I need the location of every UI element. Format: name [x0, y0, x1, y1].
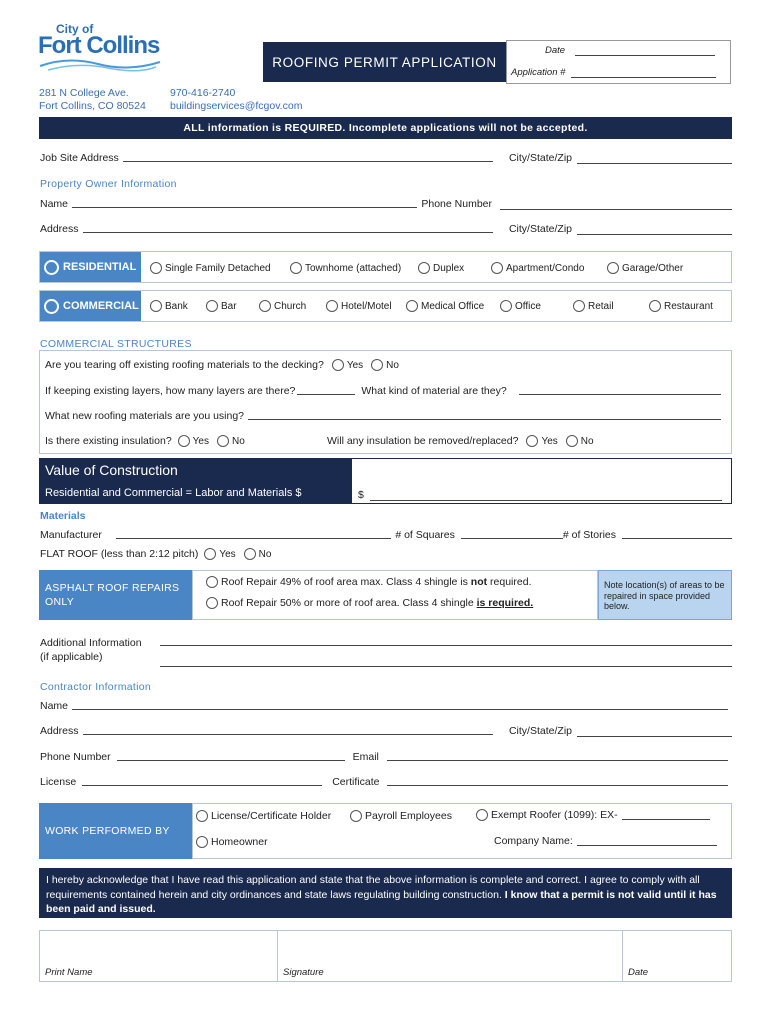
- option-label: No: [258, 548, 272, 560]
- contractor-phone-label: Phone Number: [40, 751, 111, 763]
- asphalt-option-49-bold: not: [470, 576, 488, 588]
- tear-off-question: Are you tearing off existing roofing materials to the decking?: [45, 359, 324, 371]
- insulation-yes[interactable]: [178, 435, 209, 447]
- option-label: Medical Office: [421, 300, 485, 312]
- owner-name-row: [40, 198, 732, 210]
- manufacturer-field[interactable]: [116, 530, 391, 539]
- asphalt-option-49-end: required.: [487, 576, 532, 588]
- com-option-bar[interactable]: [206, 300, 237, 312]
- additional-label-2: (if applicable): [40, 651, 103, 663]
- signature-label: Signature: [283, 967, 324, 978]
- office-contact: [170, 87, 302, 113]
- option-label: Yes: [192, 435, 209, 447]
- contractor-phone-field[interactable]: [117, 751, 345, 761]
- contractor-phone-row: [40, 751, 732, 763]
- residential-type[interactable]: [40, 252, 141, 282]
- tear-off-no[interactable]: [371, 359, 399, 371]
- contractor-certificate-field[interactable]: [387, 777, 728, 786]
- insulation-removed-question: Will any insulation be removed/replaced?: [327, 435, 519, 447]
- exempt-number-field[interactable]: [622, 810, 710, 820]
- signature-field[interactable]: [278, 931, 621, 981]
- structures-heading: COMMERCIAL STRUCTURES: [40, 338, 192, 350]
- contractor-name-field[interactable]: [72, 701, 728, 710]
- additional-field-1[interactable]: [160, 636, 732, 646]
- signature-date-field[interactable]: [623, 931, 731, 981]
- contractor-license-label: License: [40, 776, 77, 788]
- commercial-label: COMMERCIAL: [63, 300, 139, 312]
- option-label: Homeowner: [211, 836, 268, 848]
- structures-q1: [45, 359, 399, 371]
- residential-radio-icon: [44, 260, 59, 275]
- logo: [38, 22, 163, 74]
- manufacturer-label: Manufacturer: [40, 529, 102, 541]
- additional-label-1: Additional Information: [40, 637, 142, 649]
- radio-icon: [476, 809, 488, 821]
- option-label: Restaurant: [664, 300, 713, 312]
- stories-field[interactable]: [622, 529, 732, 539]
- contractor-csz-label: City/State/Zip: [508, 725, 572, 737]
- option-label: Garage/Other: [622, 262, 684, 274]
- radio-icon: [326, 300, 338, 312]
- asphalt-option-50-text: Roof Repair 50% or more of roof area. Class 4 shingle: [221, 597, 477, 609]
- insulation-no[interactable]: [217, 435, 245, 447]
- radio-icon: [196, 836, 208, 848]
- contractor-address-label: Address: [40, 725, 79, 737]
- option-label: No: [386, 359, 399, 371]
- res-option-apartment[interactable]: [491, 262, 584, 274]
- logo-name-text: Fort Collins: [38, 32, 160, 59]
- com-option-hotel[interactable]: [326, 300, 392, 312]
- new-material-field[interactable]: [248, 411, 721, 420]
- asphalt-option-50[interactable]: [206, 597, 533, 609]
- owner-name-label: Name: [40, 198, 69, 210]
- option-label: Payroll Employees: [365, 810, 452, 822]
- owner-name-field[interactable]: [72, 199, 417, 208]
- job-site-csz-label: City/State/Zip: [508, 152, 572, 164]
- radio-icon: [566, 435, 578, 447]
- value-title: Value of Construction: [45, 462, 178, 478]
- radio-icon: [206, 300, 218, 312]
- option-label: No: [580, 435, 594, 447]
- owner-address-row: [40, 223, 732, 235]
- stories-label: # of Stories: [562, 529, 616, 541]
- work-label: WORK PERFORMED BY: [45, 825, 170, 837]
- contractor-certificate-label: Certificate: [332, 776, 380, 788]
- materials-row: [40, 529, 732, 541]
- job-site-address-label: Job Site Address: [40, 152, 119, 164]
- flat-roof-label: FLAT ROOF (less than 2:12 pitch): [40, 548, 199, 560]
- contractor-csz-field[interactable]: [577, 727, 732, 737]
- structures-q5: [327, 435, 594, 447]
- office-email: buildingservices@fcgov.com: [170, 100, 303, 112]
- contractor-license-field[interactable]: [82, 776, 322, 786]
- additional-field-2[interactable]: [160, 657, 732, 667]
- contractor-name-row: [40, 700, 732, 712]
- value-subtitle: Residential and Commercial = Labor and Materials $: [45, 487, 302, 499]
- work-label-box: [39, 803, 192, 859]
- company-name-row: [494, 835, 717, 847]
- owner-csz-field[interactable]: [577, 225, 732, 235]
- material-field[interactable]: [519, 386, 721, 395]
- company-name-label: Company Name:: [494, 835, 573, 847]
- com-option-bank[interactable]: [150, 300, 188, 312]
- date-application-box: [506, 40, 731, 84]
- acknowledge-bold-text: I know that a permit is not valid until it has been paid and issued.: [46, 888, 717, 915]
- insulation-removed-no[interactable]: [566, 435, 594, 447]
- contractor-license-row: [40, 776, 732, 788]
- logo-city-text: City of: [56, 22, 94, 36]
- radio-icon: [418, 262, 430, 274]
- radio-icon: [290, 262, 302, 274]
- radio-icon: [150, 262, 162, 274]
- option-label: Hotel/Motel: [341, 300, 392, 312]
- radio-icon: [350, 810, 362, 822]
- option-label: Single Family Detached: [165, 262, 271, 274]
- asphalt-note: [598, 570, 732, 620]
- owner-address-label: Address: [40, 223, 79, 235]
- radio-icon: [332, 359, 344, 371]
- option-label: Townhome (attached): [305, 262, 402, 274]
- radio-icon: [259, 300, 271, 312]
- radio-icon: [206, 597, 218, 609]
- option-label: Yes: [346, 359, 364, 371]
- owner-address-field[interactable]: [83, 224, 493, 233]
- com-option-retail[interactable]: [573, 300, 614, 312]
- radio-icon: [371, 359, 383, 371]
- job-site-row: [40, 152, 732, 164]
- radio-icon: [526, 435, 538, 447]
- contractor-email-field[interactable]: [387, 752, 728, 761]
- date-label: Date: [545, 45, 566, 56]
- office-phone: 970-416-2740: [170, 87, 236, 99]
- squares-label: # of Squares: [395, 529, 455, 541]
- layers-field[interactable]: [297, 385, 355, 395]
- squares-field[interactable]: [461, 529, 563, 539]
- residential-label: RESIDENTIAL: [63, 261, 137, 273]
- new-material-question: What new roofing materials are you using?: [45, 410, 245, 422]
- option-label: Apartment/Condo: [506, 262, 585, 274]
- layers-question: If keeping existing layers, how many layers are there?: [45, 385, 296, 397]
- application-label: Application #: [511, 67, 566, 78]
- signature-date-label: Date: [628, 967, 649, 978]
- radio-icon: [244, 548, 256, 560]
- print-name-field[interactable]: [40, 931, 276, 981]
- option-label: License/Certificate Holder: [211, 810, 332, 822]
- print-name-label: Print Name: [45, 967, 93, 978]
- flat-roof-yes[interactable]: [204, 548, 235, 560]
- option-label: No: [231, 435, 245, 447]
- radio-icon: [607, 262, 619, 274]
- tear-off-yes[interactable]: [332, 359, 363, 371]
- asphalt-option-49-text: Roof Repair 49% of roof area max. Class 4 shingle is: [221, 576, 471, 588]
- option-label: Yes: [219, 548, 236, 560]
- structures-q3: [45, 410, 725, 422]
- contractor-email-label: Email: [352, 751, 379, 763]
- res-option-townhome[interactable]: [290, 262, 401, 274]
- owner-csz-label: City/State/Zip: [508, 223, 572, 235]
- commercial-type[interactable]: [40, 291, 141, 321]
- structures-q4: [45, 435, 245, 447]
- address-line-2: Fort Collins, CO 80524: [39, 100, 146, 112]
- insulation-removed-yes[interactable]: [526, 435, 557, 447]
- contractor-name-label: Name: [40, 700, 69, 712]
- contractor-address-field[interactable]: [83, 726, 493, 735]
- radio-icon: [204, 548, 216, 560]
- materials-heading: Materials: [40, 510, 86, 522]
- work-option-license-holder[interactable]: [196, 810, 331, 822]
- radio-icon: [150, 300, 162, 312]
- com-option-office[interactable]: [500, 300, 541, 312]
- radio-icon: [649, 300, 661, 312]
- asphalt-label: ASPHALT ROOF REPAIRS ONLY: [45, 582, 180, 608]
- owner-phone-field[interactable]: [500, 200, 732, 210]
- page-title: [263, 42, 506, 82]
- option-label: Retail: [588, 300, 614, 312]
- asphalt-option-49[interactable]: [206, 576, 531, 588]
- radio-icon: [406, 300, 418, 312]
- asphalt-option-50-bold: is required.: [476, 597, 534, 609]
- radio-icon: [178, 435, 190, 447]
- contractor-address-row: [40, 725, 732, 737]
- insulation-question: Is there existing insulation?: [45, 435, 172, 447]
- asphalt-label-box: [39, 570, 192, 620]
- application-number-field[interactable]: [571, 68, 716, 78]
- option-label: Duplex: [433, 262, 465, 274]
- option-label: Church: [274, 300, 307, 312]
- res-option-garage[interactable]: [607, 262, 683, 274]
- company-name-field[interactable]: [577, 836, 717, 846]
- material-question: What kind of material are they?: [361, 385, 507, 397]
- date-field[interactable]: [575, 46, 715, 56]
- option-label: Exempt Roofer (1099): EX-: [491, 809, 618, 821]
- com-option-restaurant[interactable]: [649, 300, 713, 312]
- com-option-medical[interactable]: [406, 300, 484, 312]
- address-line-1: 281 N College Ave.: [39, 87, 129, 99]
- value-header: [39, 458, 351, 504]
- flat-roof-no[interactable]: [244, 548, 272, 560]
- radio-icon: [196, 810, 208, 822]
- acknowledge-text: I hereby acknowledge that I have read this application and state that the above information is complete and correct. I agree to comply with all requirements contained herein and city ordinances and state laws regulating building construction.: [46, 874, 700, 901]
- work-option-homeowner[interactable]: [196, 836, 268, 848]
- owner-heading: Property Owner Information: [40, 178, 177, 190]
- acknowledge-banner: [39, 868, 732, 918]
- option-label: Bank: [165, 300, 188, 312]
- owner-phone-label: Phone Number: [421, 198, 492, 210]
- option-label: Bar: [221, 300, 237, 312]
- commercial-radio-icon: [44, 299, 59, 314]
- value-field-box: [351, 458, 732, 504]
- value-field[interactable]: [370, 491, 722, 501]
- com-option-church[interactable]: [259, 300, 306, 312]
- office-address: [39, 87, 146, 113]
- radio-icon: [500, 300, 512, 312]
- required-banner: [39, 117, 732, 139]
- asphalt-note-text: Note location(s) of areas to be repaired in space provided below.: [604, 580, 725, 611]
- res-option-duplex[interactable]: [418, 262, 464, 274]
- radio-icon: [217, 435, 229, 447]
- dollar-sign: $: [358, 489, 364, 501]
- job-site-address-field[interactable]: [123, 153, 493, 162]
- radio-icon: [573, 300, 585, 312]
- option-label: Yes: [541, 435, 558, 447]
- option-label: Office: [515, 300, 541, 312]
- structures-q2: [45, 385, 725, 397]
- radio-icon: [491, 262, 503, 274]
- job-site-csz-field[interactable]: [577, 154, 732, 164]
- logo-wave-icon: [38, 58, 163, 72]
- additional-label: [40, 636, 142, 664]
- required-banner-text: ALL information is REQUIRED. Incomplete applications will not be accepted.: [183, 122, 588, 134]
- flat-roof-row: [40, 548, 271, 560]
- page-title-text: ROOFING PERMIT APPLICATION: [272, 54, 497, 70]
- radio-icon: [206, 576, 218, 588]
- work-option-exempt[interactable]: [476, 809, 710, 821]
- contractor-heading: Contractor Information: [40, 681, 152, 693]
- res-option-single-family[interactable]: [150, 262, 271, 274]
- work-option-payroll[interactable]: [350, 810, 452, 822]
